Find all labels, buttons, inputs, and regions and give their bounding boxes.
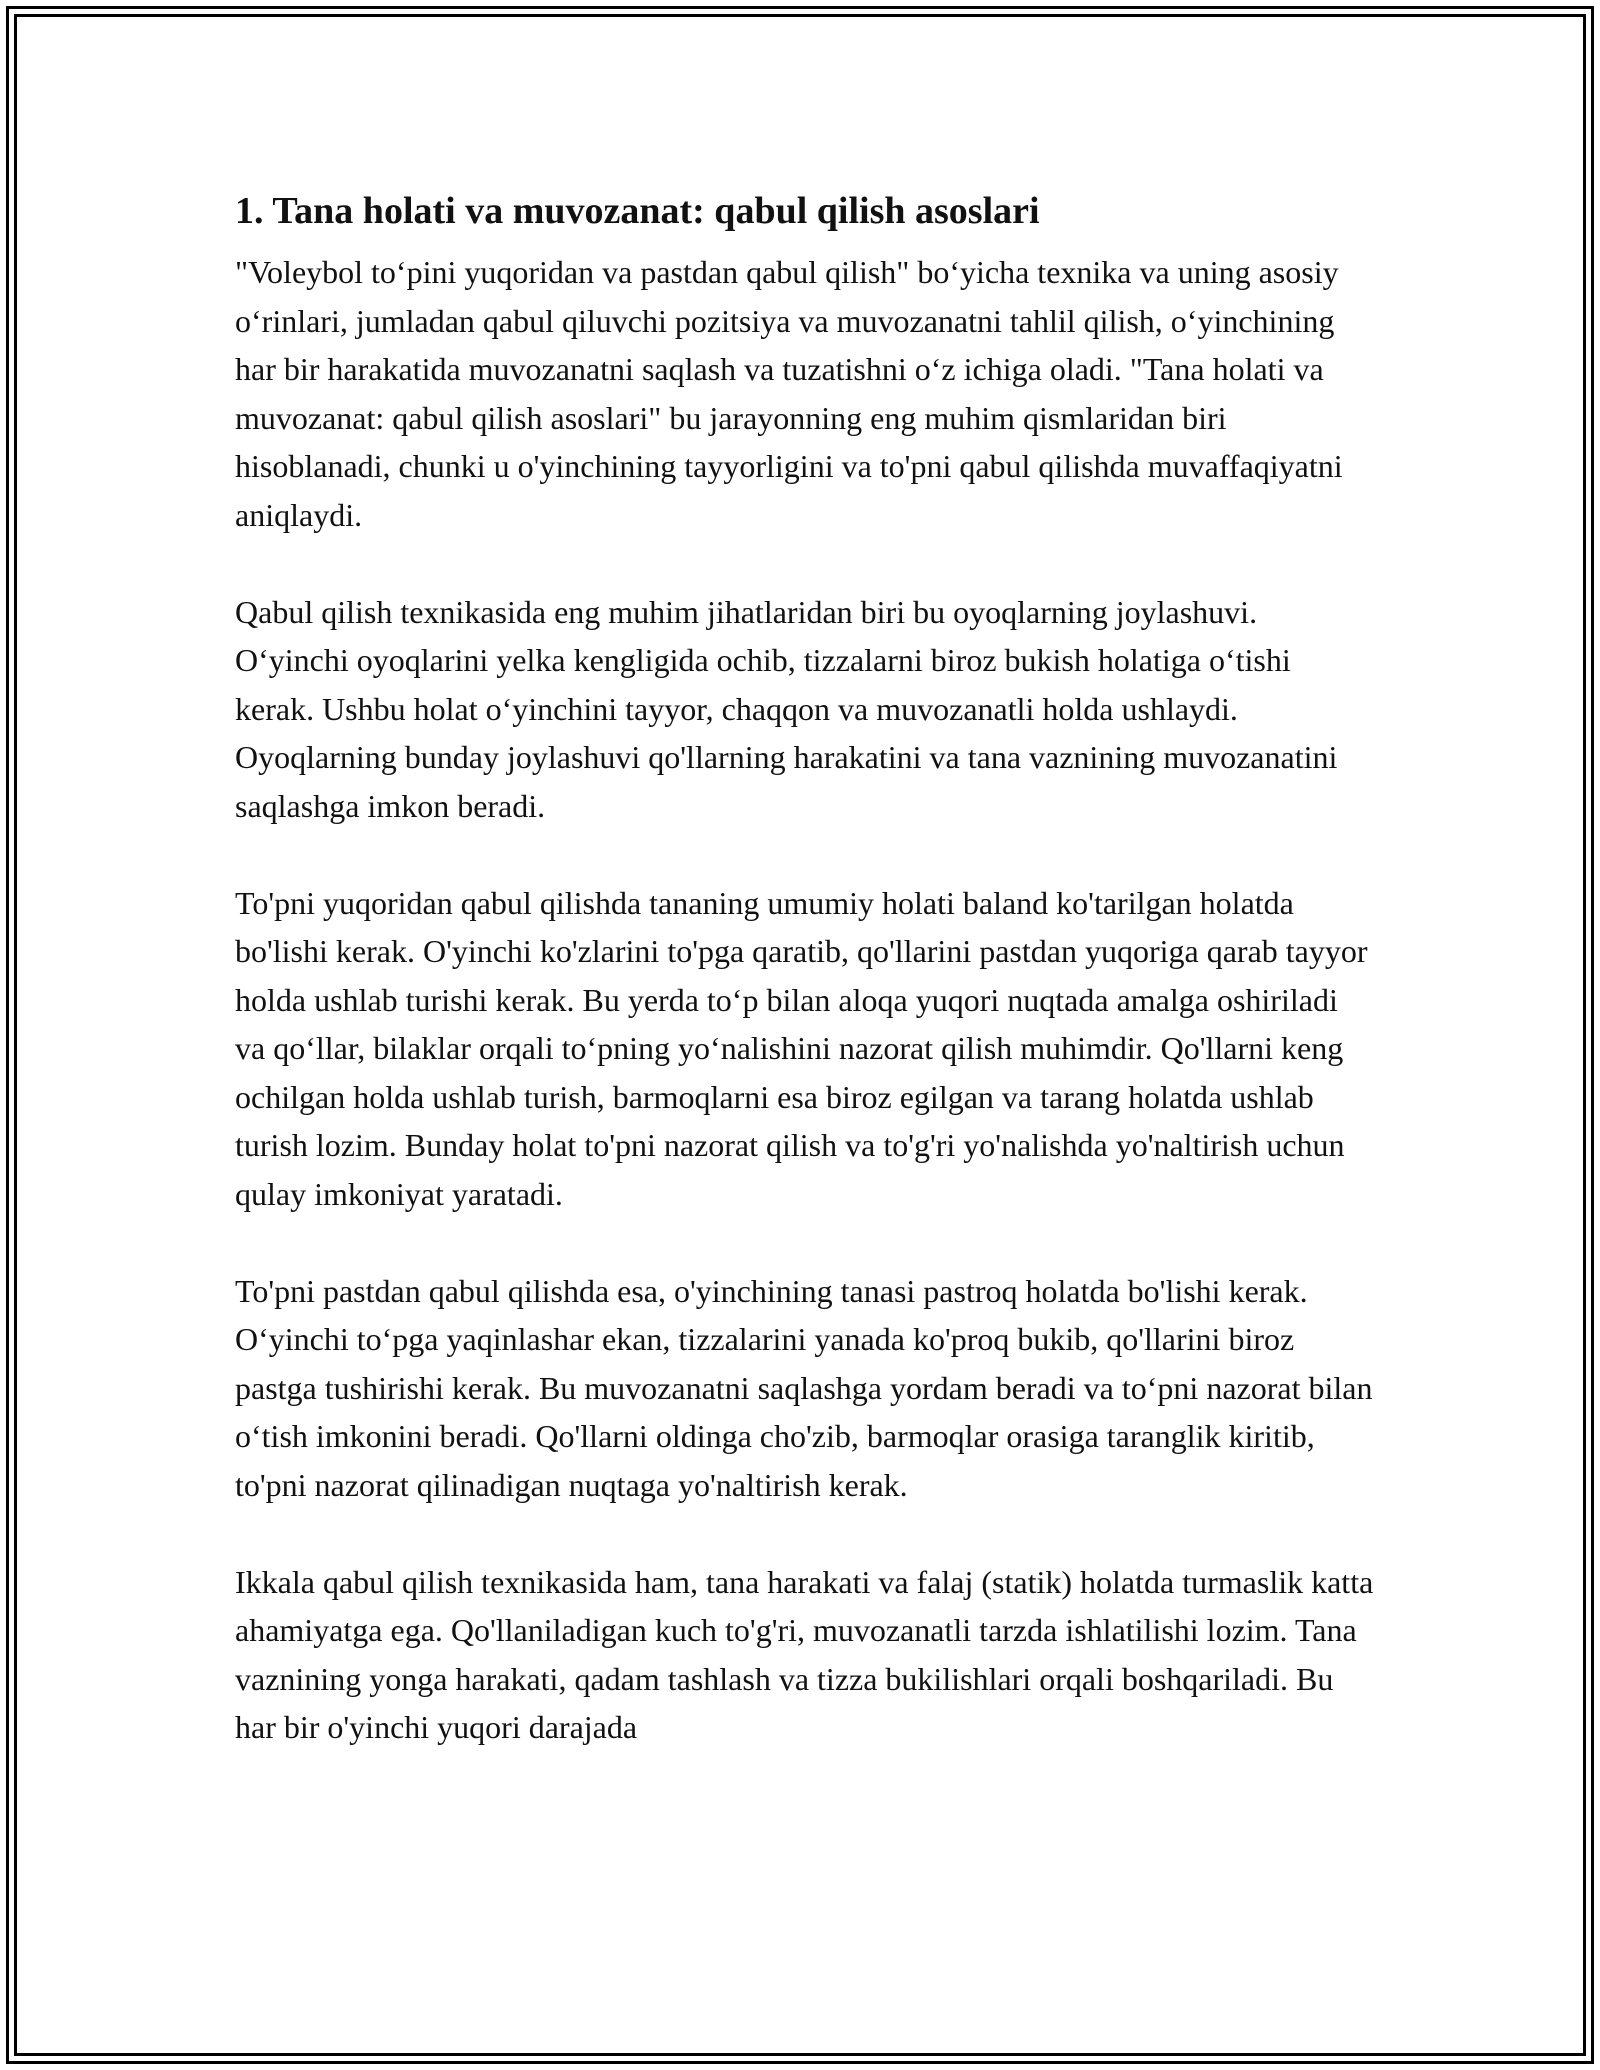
paragraph-5: Ikkala qabul qilish texnikasida ham, tana harakati va falaj (statik) holatda turmaslik katta ahamiyatga ega. Qo'llaniladigan kuch to'g'ri, muvozanatli tarzda ishlatilishi lozim. Tana vaznining yonga harakati, qadam tashlash va tizza bukilishlari orqali boshqariladi. Bu har bir o'yinchi yuqori darajada [235,1563,1374,1745]
paragraph-2: Qabul qilish texnikasida eng muhim jihatlaridan biri bu oyoqlarning joylashuvi. O‘yinchi oyoqlarini yelka kengligida ochib, tizzalarni biroz bukish holatiga o‘tishi kerak. Ushbu holat o‘yinchini tayyor, chaqqon va muvozanatli holda ushlaydi. Oyoqlarning bunday joylashuvi qo'llarning harakatini va tana vaznining muvozanatini saqlashga imkon beradi. [235,593,1338,824]
paragraph-1: "Voleybol to‘pini yuqoridan va pastdan qabul qilish" bo‘yicha texnika va uning asosiy o‘rinlari, jumladan qabul qiluvchi pozitsiya va muvozanatni tahlil qilish, o‘yinchining har bir harakatida muvozanatni saqlash va tuzatishni o‘z ichiga oladi. "Tana holati va muvozanat: qabul qilish asoslari" bu jarayonning eng muhim qismlaridan biri hisoblanadi, chunki u o'yinchining tayyorligini va to'pni qabul qilishda muvaffaqiyatni aniqlaydi. [235,254,1343,533]
section-heading: 1. Tana holati va muvozanat: qabul qilish asoslari [235,190,1040,232]
paragraph-3: To'pni yuqoridan qabul qilishda tananing umumiy holati baland ko'tarilgan holatda bo'lishi kerak. O'yinchi ko'zlarini to'pga qaratib, qo'llarini pastdan yuqoriga qarab tayyor holda ushlab turishi kerak. Bu yerda to‘p bilan aloqa yuqori nuqtada amalga oshiriladi va qo‘llar, bilaklar orqali to‘pning yo‘nalishini nazorat qilish muhimdir. Qo'llarni keng ochilgan holda ushlab turish, barmoqlarni esa biroz egilgan va tarang holatda ushlab turish lozim. Bunday holat to'pni nazorat qilish va to'g'ri yo'nalishda yo'naltirish uchun qulay imkoniyat yaratadi. [235,884,1368,1212]
paragraph-4: To'pni pastdan qabul qilishda esa, o'yinchining tanasi pastroq holatda bo'lishi kerak. O‘yinchi to‘pga yaqinlashar ekan, tizzalarini yanada ko'proq bukib, qo'llarini biroz pastga tushirishi kerak. Bu muvozanatni saqlashga yordam beradi va to‘pni nazorat bilan o‘tish imkonini beradi. Qo'llarni oldinga cho'zib, barmoqlar orasiga taranglik kiritib, to'pni nazorat qilinadigan nuqtaga yo'naltirish kerak. [235,1272,1373,1503]
document-body [235,186,1375,1752]
